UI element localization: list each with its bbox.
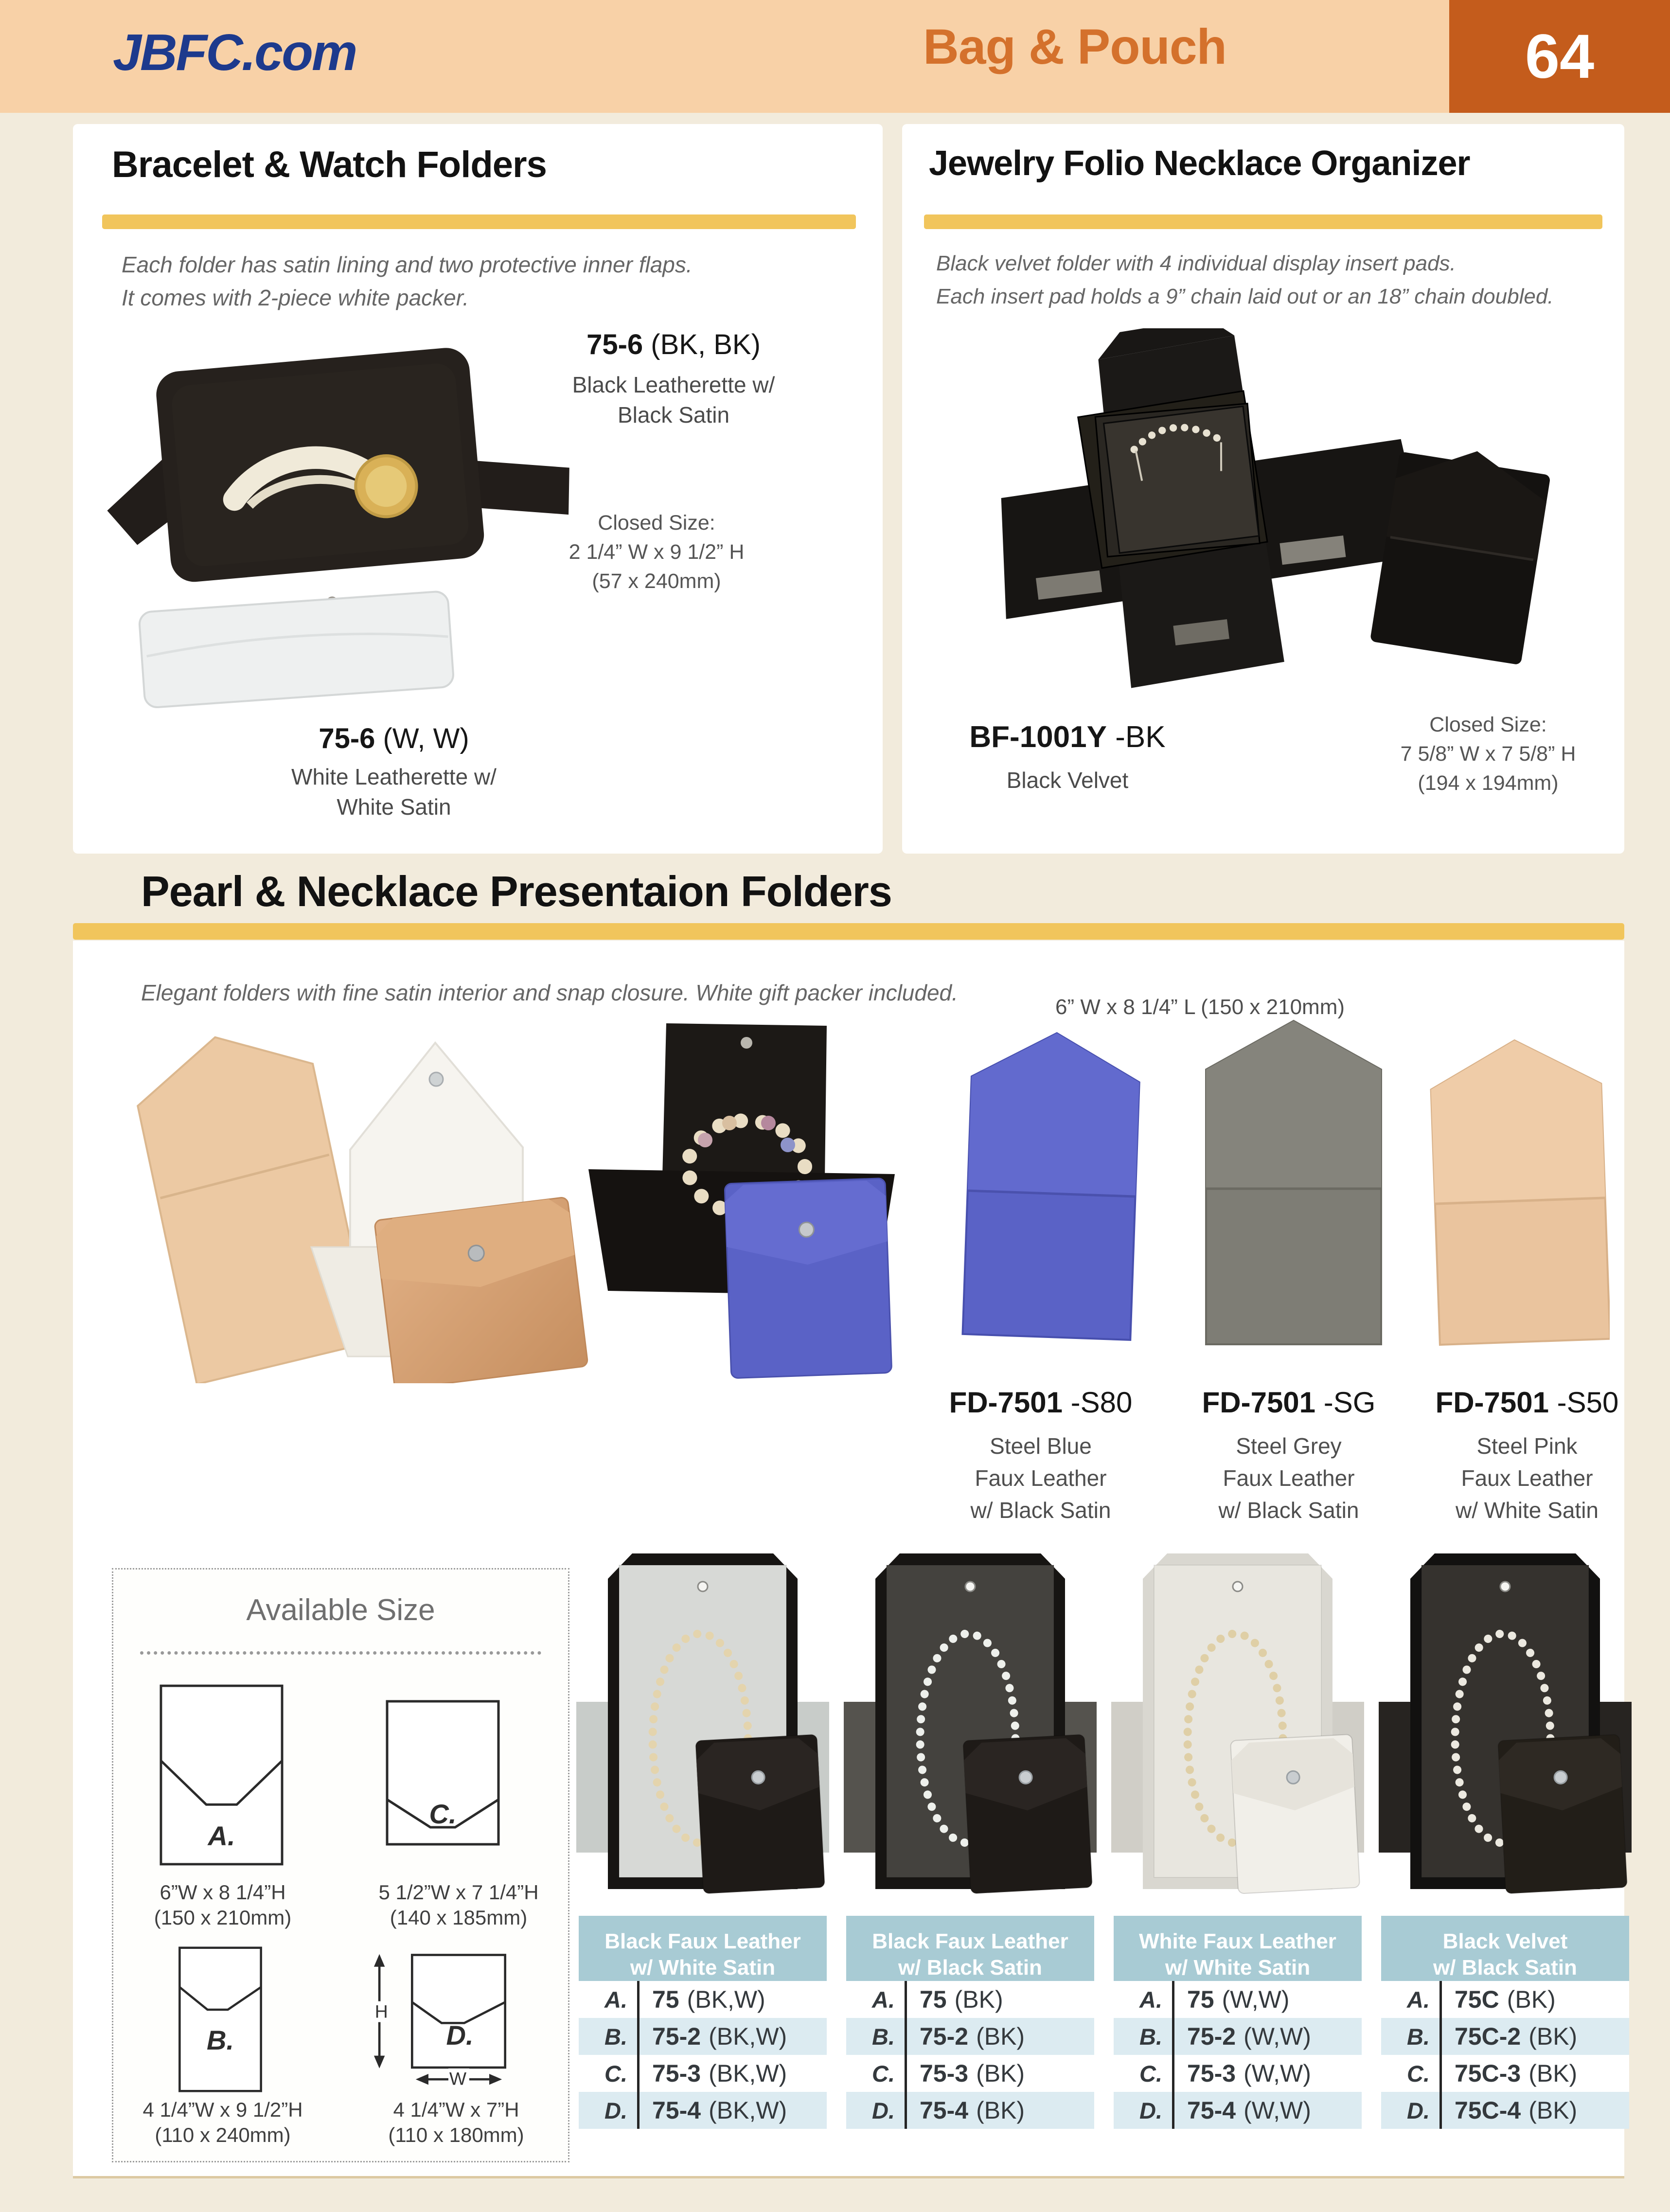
table-header: White Faux Leather w/ White Satin: [1114, 1916, 1362, 1981]
row-code: 75: [920, 1986, 947, 2013]
section-description: It comes with 2-piece white packer.: [122, 285, 469, 310]
row-code: 75-3: [920, 2060, 969, 2087]
product-table-bk-w: [579, 1916, 827, 2129]
product-variant: -S80: [1070, 1386, 1133, 1419]
row-letter: A.: [1407, 1986, 1430, 2013]
section-description: Black velvet folder with 4 individual display insert pads.: [936, 251, 1456, 275]
folder-photo-bk-w: [576, 1549, 829, 1901]
product-code: FD-7501: [1435, 1386, 1549, 1419]
section-title: Pearl & Necklace Presentaion Folders: [141, 867, 892, 915]
table-row: [579, 2092, 827, 2129]
yellow-divider: [102, 214, 856, 229]
row-letter: D.: [1139, 2097, 1162, 2123]
row-letter: D.: [1407, 2097, 1430, 2123]
row-variant: (BK): [1528, 2097, 1578, 2124]
table-row: [1114, 2018, 1362, 2055]
available-size-title: Available Size: [246, 1593, 435, 1627]
size-caption-c: 5 1/2”W x 7 1/4”H (140 x 185mm): [378, 1881, 539, 1929]
product-label-bf1001y: [931, 720, 1204, 795]
product-label-75-6-w: [224, 722, 564, 822]
closed-size-note: Closed Size: 7 5/8” W x 7 5/8” H (194 x 194mm): [1400, 713, 1576, 795]
product-table-bk-bk: [846, 1916, 1094, 2129]
row-letter: B.: [1407, 2023, 1430, 2050]
h-axis-label: H: [374, 2001, 388, 2022]
row-variant: (BK): [1528, 2023, 1578, 2050]
available-size-box: [112, 1568, 569, 2162]
row-code: 75-4: [1187, 2097, 1236, 2124]
row-variant: (BK): [976, 2097, 1025, 2124]
product-material: White Leatherette w/: [291, 764, 497, 789]
row-code: 75C-2: [1455, 2023, 1521, 2050]
variant-label-sg: FD-7501 -SG Steel Grey Faux Leather w/ Black Satin: [1202, 1386, 1376, 1523]
product-code: FD-7501: [949, 1386, 1063, 1419]
row-code: 75C: [1455, 1986, 1499, 2013]
table-row: [1381, 2055, 1629, 2092]
product-material: Black Velvet: [1006, 767, 1129, 793]
diagram-letter-b: B.: [207, 2025, 234, 2055]
table-row: [846, 2055, 1094, 2092]
row-code: 75: [1187, 1986, 1214, 2013]
table-row: [1381, 1981, 1629, 2018]
product-material: White Satin: [337, 794, 451, 820]
row-letter: A.: [604, 1986, 627, 2013]
row-code: 75C-3: [1455, 2060, 1521, 2087]
table-header: Black Faux Leather w/ White Satin: [579, 1916, 827, 1981]
size-caption-b: 4 1/4”W x 9 1/2”H (110 x 240mm): [142, 2098, 303, 2146]
size-note: 6” W x 8 1/4” L (150 x 210mm): [1055, 995, 1345, 1019]
row-letter: B.: [872, 2023, 895, 2050]
table-row: [846, 2018, 1094, 2055]
presentation-folders-photo: [88, 1014, 1610, 1383]
steel-blue-pouch: [725, 1178, 892, 1378]
size-diagram-b: [174, 1946, 266, 2092]
row-variant: (BK): [1528, 2060, 1578, 2087]
row-code: 75: [652, 1986, 679, 2013]
yellow-divider: [924, 214, 1602, 229]
product-code: BF-1001Y: [969, 720, 1107, 754]
table-header: Black Velvet w/ Black Satin: [1381, 1916, 1629, 1981]
row-letter: C.: [1139, 2060, 1162, 2087]
row-code: 75-4: [920, 2097, 969, 2124]
page-title: Bag & Pouch: [923, 19, 1226, 74]
table-row: [846, 2092, 1094, 2129]
white-folder-closed: [139, 591, 454, 708]
w-axis-label: W: [449, 2068, 467, 2087]
row-variant: (BK,W): [687, 1986, 765, 2013]
yellow-divider: [73, 923, 1624, 940]
row-code: 75-4: [652, 2097, 701, 2124]
folder-photo-w-w: [1111, 1549, 1364, 1901]
steel-grey-folder: [1206, 1021, 1381, 1344]
section-description: Elegant folders with fine satin interior and snap closure. White gift packer included.: [141, 980, 958, 1005]
necklace-organizer-photo: [917, 328, 1607, 713]
product-table-w-w: [1114, 1916, 1362, 2129]
row-letter: C.: [872, 2060, 895, 2087]
row-variant: (BK): [976, 2060, 1025, 2087]
row-variant: (BK,W): [709, 2097, 787, 2124]
table-row: [579, 2055, 827, 2092]
product-code: 75-6: [319, 723, 375, 754]
row-code: 75-2: [652, 2023, 701, 2050]
closed-size-note: Closed Size: 2 1/4” W x 9 1/2” H (57 x 240mm): [569, 511, 745, 593]
product-variant: -BK: [1115, 720, 1166, 754]
watch-folder-photo: [88, 328, 579, 722]
table-row: [1114, 1981, 1362, 2018]
row-code: 75-2: [1187, 2023, 1236, 2050]
product-label-75-6-bk: [518, 328, 829, 430]
row-variant: (W,W): [1244, 2023, 1311, 2050]
table-row: [846, 1981, 1094, 2018]
row-letter: D.: [604, 2097, 627, 2123]
brand-logo: JBFC.com: [113, 24, 356, 81]
folded-folder: [1370, 439, 1553, 665]
size-caption-a: 6”W x 8 1/4”H (150 x 210mm): [154, 1881, 292, 1929]
row-variant: (BK,W): [709, 2023, 787, 2050]
section-title: Bracelet & Watch Folders: [112, 144, 547, 185]
rose-gold-pouch: [374, 1197, 588, 1383]
section-description: Each insert pad holds a 9” chain laid out or an 18” chain doubled.: [936, 285, 1554, 308]
table-row: [1114, 2055, 1362, 2092]
row-letter: B.: [1139, 2023, 1162, 2050]
row-code: 75-3: [652, 2060, 701, 2087]
row-letter: A.: [1139, 1986, 1162, 2013]
row-variant: (BK): [954, 1986, 1003, 2013]
diagram-letter-a: A.: [208, 1820, 235, 1851]
pearl-folders-panel: [73, 941, 1624, 2178]
folder-photo-velvet-bk: [1379, 1549, 1632, 1901]
diagram-letter-c: C.: [429, 1799, 457, 1829]
product-variant: (W, W): [383, 723, 469, 754]
product-code: 75-6: [586, 329, 643, 360]
row-variant: (W,W): [1222, 1986, 1290, 2013]
jewelry-folio-section: [902, 124, 1624, 854]
product-material: Black Leatherette w/: [572, 372, 775, 397]
variant-label-s80: FD-7501 -S80 Steel Blue Faux Leather w/ Black Satin: [949, 1386, 1133, 1523]
product-variant: (BK, BK): [651, 329, 761, 360]
table-row: [579, 2018, 827, 2055]
table-header: Black Faux Leather w/ Black Satin: [846, 1916, 1094, 1981]
product-variant: -SG: [1323, 1386, 1376, 1419]
row-letter: C.: [1407, 2060, 1430, 2087]
row-letter: B.: [604, 2023, 627, 2050]
row-variant: (W,W): [1244, 2097, 1311, 2124]
row-code: 75C-4: [1455, 2097, 1521, 2124]
diagram-letter-d: D.: [446, 2020, 474, 2051]
row-variant: (W,W): [1244, 2060, 1311, 2087]
folder-photo-bk-bk: [844, 1549, 1097, 1901]
section-title: Jewelry Folio Necklace Organizer: [929, 144, 1470, 183]
black-folder-open: [588, 1023, 895, 1378]
section-description: Each folder has satin lining and two protective inner flaps.: [122, 252, 693, 277]
product-code: FD-7501: [1202, 1386, 1316, 1419]
steel-pink-folder: [1429, 1037, 1610, 1345]
table-row: [1381, 2018, 1629, 2055]
table-row: [1381, 2092, 1629, 2129]
beige-folder-closed: [127, 1018, 373, 1383]
row-code: 75-3: [1187, 2060, 1236, 2087]
row-letter: A.: [872, 1986, 895, 2013]
row-code: 75-2: [920, 2023, 969, 2050]
row-letter: C.: [604, 2060, 627, 2087]
steel-blue-folder: [962, 1030, 1141, 1340]
table-row: [1114, 2092, 1362, 2129]
page-number: 64: [1449, 0, 1670, 113]
product-variant: -S50: [1557, 1386, 1619, 1419]
row-variant: (BK): [1507, 1986, 1556, 2013]
page-header: [0, 0, 1670, 113]
row-letter: D.: [872, 2097, 895, 2123]
variant-label-s50: FD-7501 -S50 Steel Pink Faux Leather w/ White Satin: [1435, 1386, 1619, 1523]
row-variant: (BK,W): [709, 2060, 787, 2087]
product-material: Black Satin: [617, 402, 730, 428]
product-table-velvet-bk: [1381, 1916, 1629, 2129]
row-variant: (BK): [976, 2023, 1025, 2050]
bracelet-watch-section: [73, 124, 883, 854]
dotted-separator: [140, 1651, 541, 1655]
size-caption-d: 4 1/4”W x 7”H (110 x 180mm): [388, 2098, 524, 2146]
table-row: [579, 1981, 827, 2018]
